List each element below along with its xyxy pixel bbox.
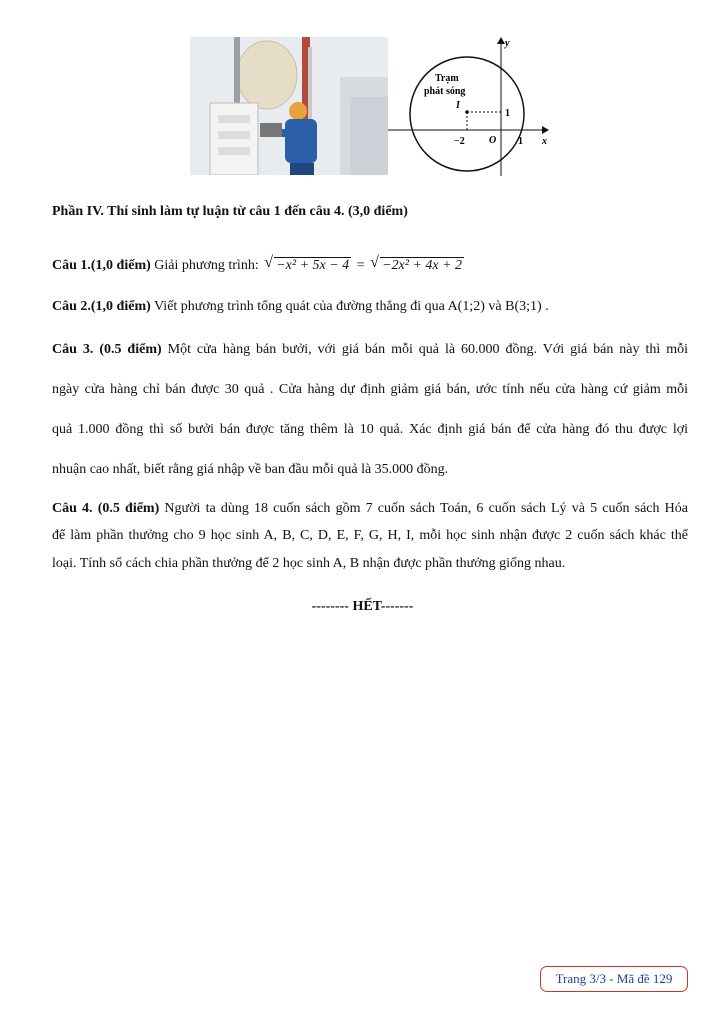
q4-label: Câu 4. (0.5 điểm) [52, 501, 160, 516]
y-axis-label: y [505, 38, 510, 49]
station-label-1: Trạm [435, 73, 459, 84]
q2-label: Câu 2.(1,0 điểm) [52, 299, 151, 314]
x-axis-label: x [542, 136, 547, 147]
question-4-line-2: để làm phần thưởng cho 9 học sinh A, B, C, D, E, F, G, H, I, mỗi học sinh nhận được 2 cuốn sách khác thể [52, 528, 688, 543]
origin-label: O [489, 135, 497, 146]
section-title: Phần IV. Thí sinh làm tự luận từ câu 1 đến câu 4. (3,0 điểm) [52, 204, 408, 219]
tick-y1: 1 [505, 108, 510, 119]
q2-text: Viết phương trình tổng quát của đường thẳng đi qua A(1;2) và B(3;1) . [150, 299, 549, 314]
coordinate-diagram [388, 30, 553, 180]
question-3-line-4: nhuận cao nhất, biết rằng giá nhập về ban đầu mỗi quả là 35.000 đồng. [52, 462, 449, 477]
q1-text: Giải phương trình: [150, 258, 263, 273]
point-i-label: I [456, 100, 460, 111]
station-label-2: phát sóng [424, 86, 466, 97]
station-point [465, 110, 469, 114]
tick-x1: 1 [518, 136, 523, 147]
question-3-line-1: Câu 3. (0.5 điểm) Một cửa hàng bán bưởi, với giá bán mỗi quả là 60.000 đồng. Với giá bán này thì mỗi [52, 342, 688, 357]
question-1: Câu 1.(1,0 điểm) Giải phương trình: √ −x² + 5x − 4 = √ −2x² + 4x + 2 [52, 254, 463, 273]
question-3-line-3: quả 1.000 đồng thì số bưởi bán được tăng thêm là 10 quả. Xác định giá bán để cửa hàng đó thu được lợi [52, 422, 688, 437]
question-4-line-3: loại. Tính số cách chia phần thưởng để 2 học sinh A, B nhận được phần thưởng giống nhau. [52, 556, 566, 571]
page-footer: Trang 3/3 - Mã đề 129 [540, 966, 688, 992]
question-3-line-2: ngày cửa hàng chỉ bán được 30 quả . Cửa hàng dự định giảm giá bán, ước tính nếu cửa hàng cứ giảm mỗi [52, 382, 688, 397]
q3-label: Câu 3. (0.5 điểm) [52, 342, 162, 357]
sqrt-rhs: √ −2x² + 4x + 2 [370, 254, 463, 273]
technician-photo [190, 37, 388, 175]
sqrt-lhs: √ −x² + 5x − 4 [264, 254, 350, 273]
tick-neg2: −2 [454, 136, 465, 147]
question-2 [52, 298, 549, 316]
q1-label: Câu 1.(1,0 điểm) [52, 258, 151, 273]
question-4-line-1: Câu 4. (0.5 điểm) Người ta dùng 18 cuốn sách gồm 7 cuốn sách Toán, 6 cuốn sách Lý và 5 cuốn sách Hóa [52, 501, 688, 516]
end-mark: -------- HẾT------- [311, 599, 414, 614]
